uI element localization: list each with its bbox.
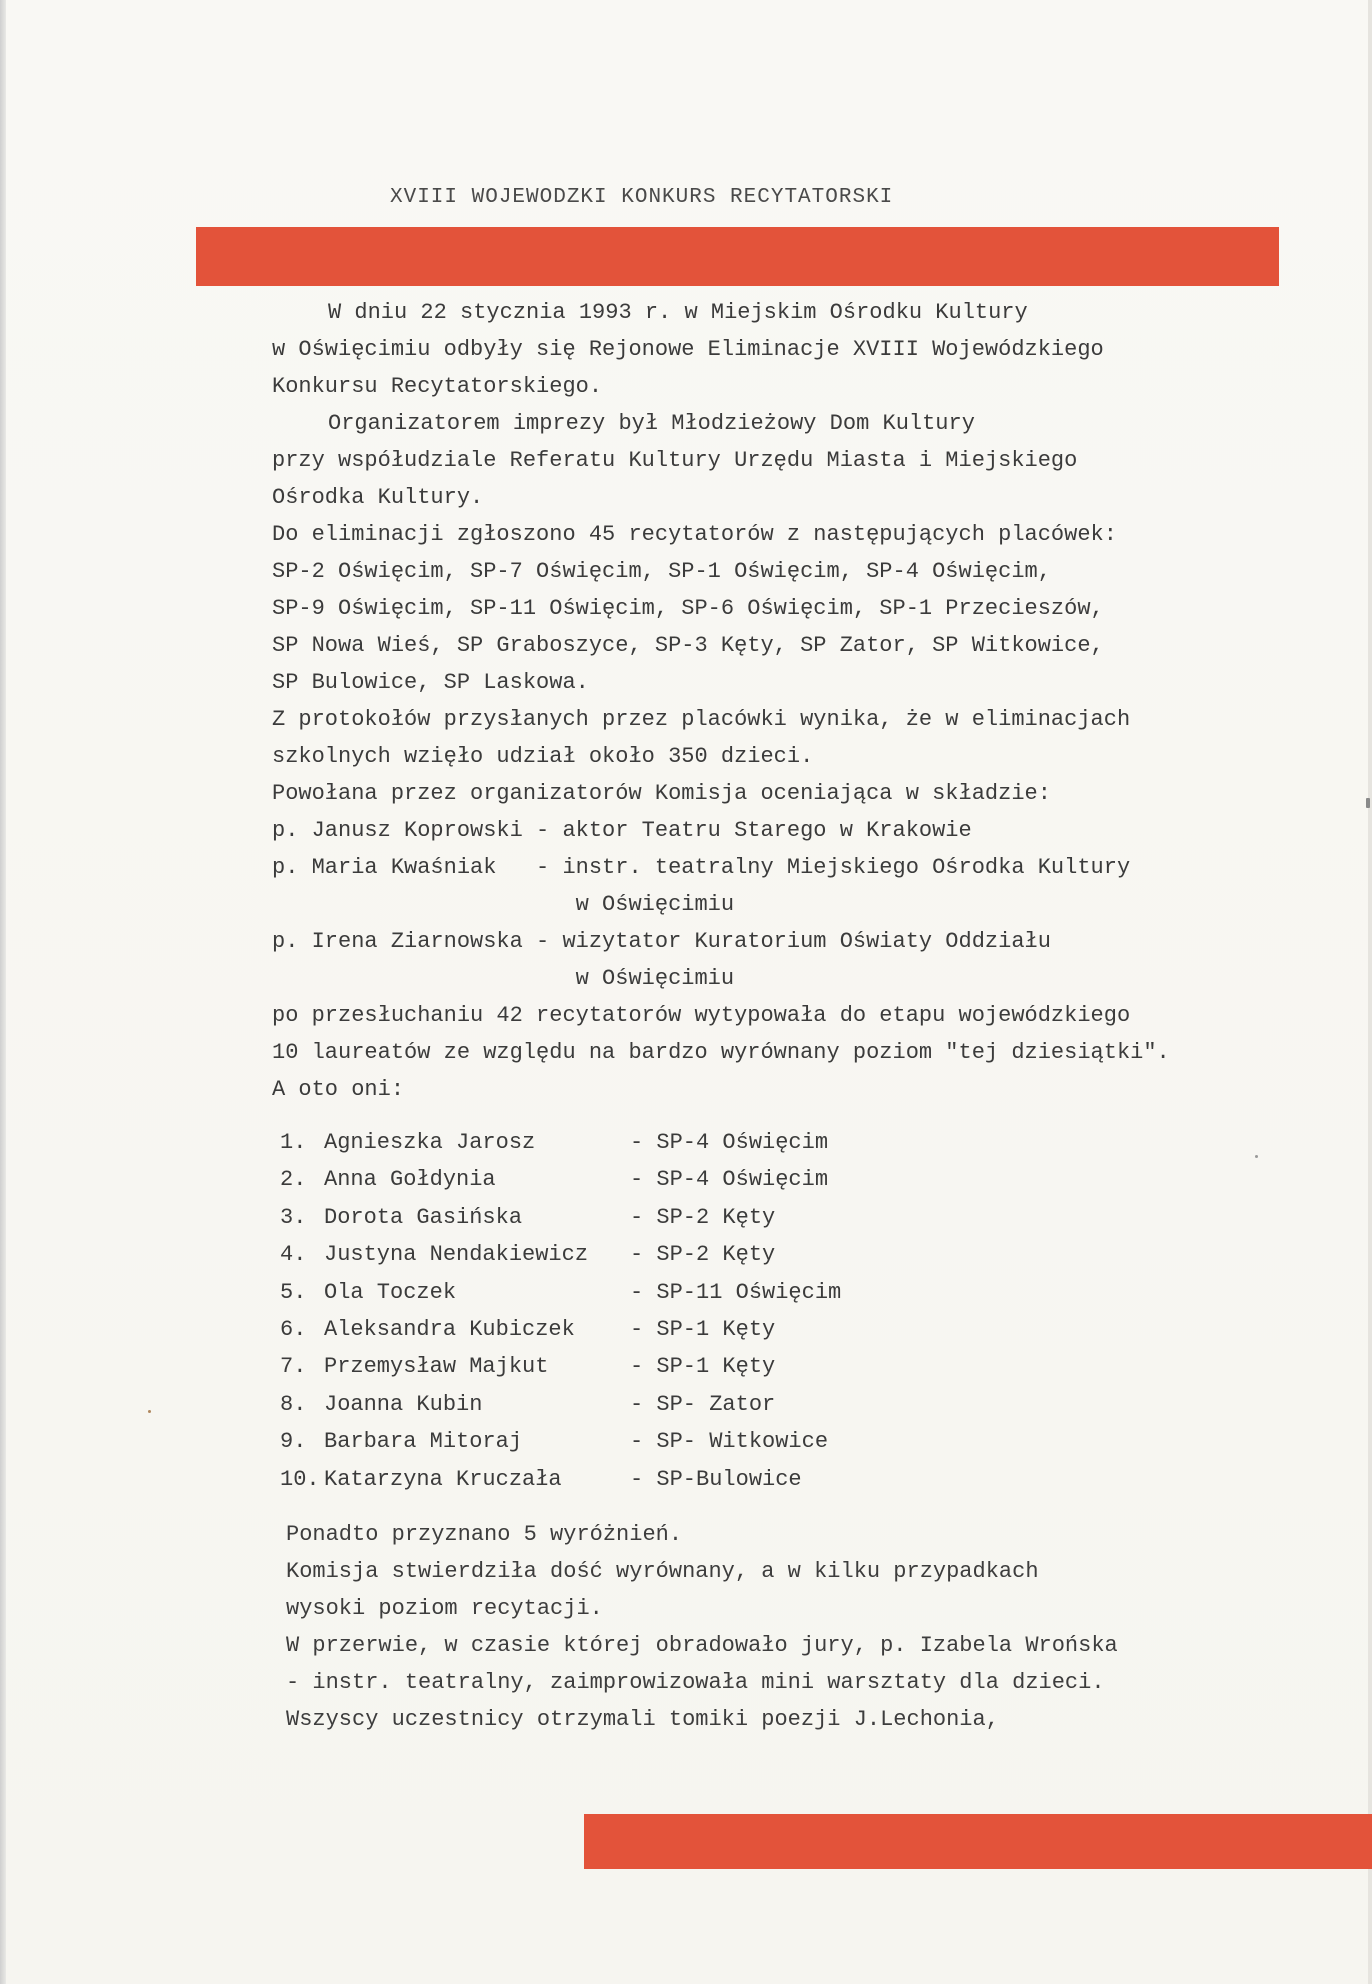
body-line: Do eliminacji zgłoszono 45 recytatorów z następujących placówek: bbox=[272, 522, 1117, 547]
laureate-number: 10. bbox=[280, 1466, 320, 1492]
paper-right-edge bbox=[1368, 0, 1372, 1984]
body-line: Powołana przez organizatorów Komisja oceniająca w składzie: bbox=[272, 781, 1051, 806]
commission-member-continued: w Oświęcimiu bbox=[272, 892, 735, 917]
closing-line: W przerwie, w czasie której obradowało jury, p. Izabela Wrońska bbox=[286, 1633, 1118, 1658]
commission-member: p. Janusz Koprowski - aktor Teatru Starego w Krakowie bbox=[272, 818, 972, 843]
laureate-school: - SP-2 Kęty bbox=[630, 1204, 776, 1230]
body-line: szkolnych wzięło udział około 350 dzieci. bbox=[272, 744, 814, 769]
laureate-name: Barbara Mitoraj bbox=[324, 1429, 523, 1455]
school-list-line: SP Nowa Wieś, SP Graboszyce, SP-3 Kęty, SP Zator, SP Witkowice, bbox=[272, 633, 1104, 658]
report-body bbox=[272, 294, 1332, 1108]
body-line: po przesłuchaniu 42 recytatorów wytypowała do etapu wojewódzkiego bbox=[272, 1003, 1131, 1028]
document-title: XVIII WOJEWODZKI KONKURS RECYTATORSKI bbox=[390, 186, 894, 209]
laureate-row bbox=[280, 1348, 930, 1385]
laureate-number: 4. bbox=[280, 1242, 307, 1268]
closing-line: Ponadto przyznano 5 wyróżnień. bbox=[286, 1522, 683, 1547]
laureate-row bbox=[280, 1199, 930, 1236]
paper-left-edge bbox=[0, 0, 6, 1984]
laureate-number: 8. bbox=[280, 1391, 307, 1417]
laureate-row bbox=[280, 1311, 930, 1348]
body-line: Organizatorem imprezy był Młodzieżowy Dom Kultury bbox=[328, 411, 975, 436]
body-line: Z protokołów przysłanych przez placówki wynika, że w eliminacjach bbox=[272, 707, 1131, 732]
laureate-number: 7. bbox=[280, 1354, 307, 1380]
laureate-name: Justyna Nendakiewicz bbox=[324, 1242, 589, 1268]
laureate-name: Dorota Gasińska bbox=[324, 1204, 523, 1230]
laureate-school: - SP-1 Kęty bbox=[630, 1354, 776, 1380]
body-line: w Oświęcimiu odbyły się Rejonowe Eliminacje XVIII Wojewódzkiego bbox=[272, 337, 1104, 362]
laureate-number: 6. bbox=[280, 1316, 307, 1342]
body-line: A oto oni: bbox=[272, 1077, 405, 1102]
body-line: Konkursu Recytatorskiego. bbox=[272, 374, 603, 399]
paper-speck bbox=[148, 1410, 151, 1413]
body-line: przy współudziale Referatu Kultury Urzędu Miasta i Miejskiego bbox=[272, 448, 1078, 473]
laureate-school: - SP-2 Kęty bbox=[630, 1242, 776, 1268]
laureate-name: Przemysław Majkut bbox=[324, 1354, 549, 1380]
school-list-line: SP Bulowice, SP Laskowa. bbox=[272, 670, 589, 695]
laureate-name: Agnieszka Jarosz bbox=[324, 1130, 536, 1155]
commission-member-continued: w Oświęcimiu bbox=[272, 966, 735, 991]
commission-member: p. Maria Kwaśniak - instr. teatralny Miejskiego Ośrodka Kultury bbox=[272, 855, 1131, 880]
closing-line: Wszyscy uczestnicy otrzymali tomiki poezji J.Lechonia, bbox=[286, 1707, 999, 1732]
closing-line: wysoki poziom recytacji. bbox=[286, 1596, 603, 1621]
laureate-school: - SP- Zator bbox=[630, 1391, 776, 1417]
laureate-row bbox=[280, 1124, 930, 1161]
laureate-row bbox=[280, 1386, 930, 1423]
laureate-row bbox=[280, 1423, 930, 1460]
closing-line: Komisja stwierdziła dość wyrównany, a w kilku przypadkach bbox=[286, 1559, 1039, 1584]
closing-paragraph bbox=[286, 1516, 1118, 1738]
laureate-number: 2. bbox=[280, 1167, 307, 1193]
laureate-name: Joanna Kubin bbox=[324, 1391, 483, 1417]
school-list-line: SP-2 Oświęcim, SP-7 Oświęcim, SP-1 Oświęcim, SP-4 Oświęcim, bbox=[272, 559, 1051, 584]
laureate-name: Katarzyna Kruczała bbox=[324, 1466, 562, 1492]
closing-line: - instr. teatralny, zaimprowizowała mini warsztaty dla dzieci. bbox=[286, 1670, 1105, 1695]
laureates-list bbox=[280, 1124, 930, 1498]
laureate-name: Anna Gołdynia bbox=[324, 1167, 496, 1193]
laureate-row bbox=[280, 1161, 930, 1198]
laureate-row bbox=[280, 1236, 930, 1273]
paper-speck bbox=[1255, 1155, 1258, 1158]
laureate-number: 9. bbox=[280, 1429, 307, 1455]
laureate-number: 3. bbox=[280, 1204, 307, 1230]
laureate-school: - SP-Bulowice bbox=[630, 1466, 802, 1492]
laureate-school: - SP- Witkowice bbox=[630, 1429, 829, 1455]
laureate-row bbox=[280, 1461, 930, 1498]
body-line: W dniu 22 stycznia 1993 r. w Miejskim Ośrodku Kultury bbox=[328, 300, 1028, 325]
laureate-number: 5. bbox=[280, 1279, 307, 1305]
laureate-number: 1. bbox=[280, 1130, 307, 1155]
paper-speck bbox=[1366, 798, 1370, 808]
red-header-band bbox=[196, 227, 1279, 286]
laureate-name: Aleksandra Kubiczek bbox=[324, 1316, 575, 1342]
laureate-name: Ola Toczek bbox=[324, 1279, 457, 1305]
laureate-school: - SP-11 Oświęcim bbox=[630, 1279, 842, 1305]
body-line: 10 laureatów ze względu na bardzo wyrównany poziom "tej dziesiątki". bbox=[272, 1040, 1170, 1065]
body-line: Ośrodka Kultury. bbox=[272, 485, 484, 510]
school-list-line: SP-9 Oświęcim, SP-11 Oświęcim, SP-6 Oświęcim, SP-1 Przecieszów, bbox=[272, 596, 1104, 621]
laureate-school: - SP-1 Kęty bbox=[630, 1316, 776, 1342]
commission-member: p. Irena Ziarnowska - wizytator Kuratorium Oświaty Oddziału bbox=[272, 929, 1051, 954]
laureate-school: - SP-4 Oświęcim bbox=[630, 1167, 829, 1193]
laureate-row bbox=[280, 1274, 930, 1311]
laureate-school: - SP-4 Oświęcim bbox=[630, 1130, 829, 1155]
red-footer-band bbox=[584, 1814, 1372, 1869]
